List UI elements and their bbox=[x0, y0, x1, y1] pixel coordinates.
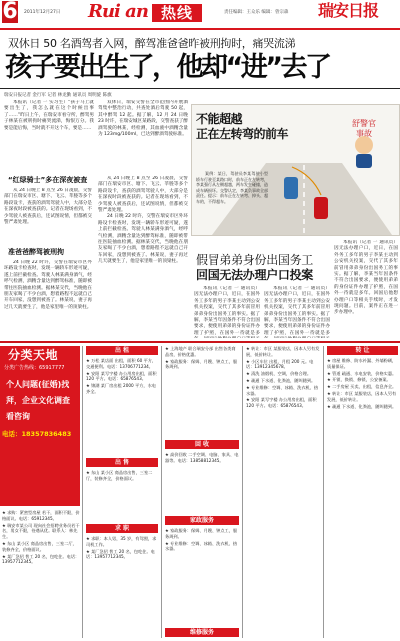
tip-text-body: 案例：某日，驾驶员李某驾驶小型轿车行驶至某路口时，前车正在左转弯，李某强行从左侧超越，两车发生碰撞，造成车辆损坏。交警认定，李某负事故全部责任。提示：前车正在左转弯、掉头、超车的，不得超车。 bbox=[196, 171, 268, 204]
classified-item: ★ 某厂急招 普工 20 名，包吃住。电话：13957712345。 bbox=[2, 553, 80, 565]
lead-continued-text-2: 24 日晚 22 时许，交警在瑞安市区外环路设卡检查时，发现一辆轿车形迹可疑，遂上前拦截检查。驾驶人林某满身酒气，经呼气检测，酒精含量达到醉驾标准，随即被带往医院抽血检测。据林某交代，当晚他在朋友家喝了不少白酒，想着路程不远就自己开车回家，没想到被查了。林某说，妻子再过几天就要生了，他是家里唯一的顶梁柱。 bbox=[98, 214, 188, 265]
category-sale: 出 售 bbox=[86, 458, 158, 467]
officer-body bbox=[356, 154, 372, 168]
classifieds-rule bbox=[0, 341, 400, 343]
officer-badge-top: 舒警官 bbox=[352, 119, 376, 128]
classified-item: ★ 安阳 某写字楼 办公用房出租，面积 120 平方。电话：65876543。 bbox=[86, 370, 157, 382]
column-divider bbox=[161, 346, 162, 638]
category-transfer: 转 让 bbox=[327, 346, 398, 355]
story2-text-2: 本报讯（记者 一 通讯员）因无法办理户口，近日，在国外务工多年的男子李某主动到公安机关投案，交代了其多年前冒用弟弟身份出国务工的事实。据了解，李某当年因条件不符合出国要求，便使用弟弟的身份证件办理了护照，在国外一待就是多 bbox=[264, 286, 330, 336]
classified-item: ★ 万松 某店面 出租，面积 60 平方，交通便利。电话：13706771234。 bbox=[86, 358, 157, 369]
classified-item: ★ 专业维修：空调、冰箱、洗衣机、热水器。 bbox=[165, 540, 238, 552]
side-ad-line1: 个人问题(征婚)找 bbox=[6, 380, 70, 389]
tip-text bbox=[196, 171, 268, 233]
page-number: 6 bbox=[2, 0, 18, 24]
story2-col2 bbox=[264, 286, 330, 338]
classified-item: ★ 安阳 某写字楼 办公用房出租，面积 120 平方。电话：65876543。 bbox=[246, 397, 317, 409]
classified-item: ★ 求购：紧密型房屋 若干，面积不限，价格面议。电话：65912345。 bbox=[2, 510, 80, 521]
lead-para3-text: 从 24 日晚上 8 点至 26 日凌晨，交警部门在瑞安市区、塘下、飞云、莘塍等多个路段设卡，查获的酒驾驾驶人中，大部分是在深夜时段被查获的。记者在现场看到，不少驾驶人被查获后，还试图说情，但都被交警严肃处理。 bbox=[4, 188, 92, 226]
lead-continued bbox=[98, 176, 188, 338]
classified-item: ★ 求职：本人男，35 岁，有驾照，求司机工作。 bbox=[86, 536, 157, 547]
classified-item: ★ 东山 某小区 商品房出售，三室二厅，装修齐全，价格面议。 bbox=[86, 470, 153, 481]
classified-item: ★ 高价回收 二手空调、电脑、家具、电器等。电话：13858812345。 bbox=[165, 452, 239, 463]
lead-subhead-2: 准爸爸醉驾被刑拘 bbox=[8, 248, 64, 256]
lead-para4-left bbox=[4, 260, 92, 338]
story2-text-3: 本报讯（记者 一 通讯员）因无法办理户口，近日，在国外务工多年的男子李某主动到公安机关投案，交代了其多年前冒用弟弟身份出国务工的事实。据了解，李某当年因条件不符合出国要求，便使用弟弟的身份证件办理了护照，在国外一待就是多年。回国后他想办理户口等相关手续时，才发现问题。目前，案件正在进一步办理中。 bbox=[334, 240, 398, 316]
lead-kicker: 双休日 50 名酒驾者入网，醉驾准爸爸昨被刑拘时，痛哭流涕 bbox=[8, 37, 296, 50]
tip-title-line1: 不能超越 bbox=[196, 112, 243, 126]
classified-item: ★ 家政服务：保姆、月嫂、钟点工，服务周到。 bbox=[165, 528, 238, 539]
column-divider bbox=[242, 346, 243, 638]
section-name-en: Rui an bbox=[88, 1, 148, 22]
side-ad-line3: 看咨询 bbox=[6, 412, 30, 421]
classified-item: ★ 二手房屋 买卖，出租，信息齐全。 bbox=[327, 384, 397, 390]
turning-car bbox=[284, 177, 298, 199]
overtaking-car bbox=[314, 197, 328, 219]
column-divider bbox=[323, 346, 324, 638]
classified-item: ★ 瑞安市某公司 现向社会招聘业务员若干名，男女不限，待遇从优。联系人：林先生。 bbox=[2, 522, 80, 540]
classified-column-3 bbox=[165, 346, 239, 438]
column-divider bbox=[82, 346, 83, 638]
lead-para3 bbox=[4, 188, 92, 244]
classified-item: ★ 清洗 油烟机、空调，价格合理。 bbox=[246, 371, 312, 377]
category-recycle: 回 收 bbox=[165, 440, 239, 449]
page-header bbox=[0, 0, 400, 30]
lead-para2 bbox=[98, 100, 188, 170]
classified-column-5 bbox=[327, 358, 398, 638]
side-ad-line2: 拜，企业文化调查 bbox=[6, 396, 70, 405]
issue-date: 2011年12月27日 bbox=[24, 10, 61, 15]
lead-para4-text: 24 日晚 22 时许，交警在瑞安市区外环路设卡检查时，发现一辆轿车形迹可疑，遂上前拦截检查。驾驶人林某满身酒气，经呼气检测，酒精含量达到醉驾标准，随即被带往医院抽血检测。据林某交代，当晚他在朋友家喝了不少白酒，想着路程不远就自己开车回家，没想到被查了。林某说，妻子再过几天就要生了，他是家里唯一的顶梁柱。 bbox=[4, 260, 92, 310]
category-housekeeping: 家政服务 bbox=[165, 516, 239, 525]
newspaper-logo: 瑞安日报 bbox=[318, 1, 379, 20]
lead-continued-text: 从 24 日晚上 8 点至 26 日凌晨，交警部门在瑞安市区、塘下、飞云、莘塍等多个路段设卡，查获的酒驾驾驶人中，大部分是在深夜时段被查获的。记者在现场看到，不少驾驶人被查获后，还试图说情，但都被交警严肃处理。 bbox=[98, 176, 188, 214]
classified-item: ★ 上海地产 联合瑞安分部 出售各类商品房，价格优惠。 bbox=[165, 346, 236, 357]
classified-item: ★ 疏通 下水道、化粪池，随叫随到。 bbox=[246, 377, 316, 383]
classified-item: ★ 东山 某小区 商品房出售，三室二厅，装修齐全，价格面议。 bbox=[2, 540, 77, 552]
category-repair: 维修服务 bbox=[165, 628, 239, 637]
classifieds-title: 分类天地 bbox=[8, 348, 59, 362]
classified-item: ★ 锦湖 某厂房出租 2000 平方，水电齐全。 bbox=[86, 383, 156, 394]
classified-item: ★ 房屋 维修、防水补漏、外墙粉刷，质量保证。 bbox=[327, 358, 397, 369]
classified-column-3b bbox=[165, 452, 239, 512]
story2-col3 bbox=[334, 240, 398, 338]
lead-subhead-1: “红绿骑士”多在深夜被查 bbox=[8, 176, 88, 184]
classified-item: ★ 疏通 下水道、化粪池，随叫随到。 bbox=[327, 403, 397, 409]
classified-item: ★ 管道 疏通、水电安装，价格实惠。 bbox=[327, 370, 397, 376]
lead-para2-text: 双休日，瑞安交警在全市范围内开展酒驾集中整治行动，共查处酒后驾驶 50 起，其中醉驾 12 起。据了解，12 月 24 日晚 23 时许，在瑞安城区某路段，交警查获了醉酒驾驶的林某，经检测，其血液中酒精含量为 123mg/100ml，已达到醉酒驾驶标准。 bbox=[98, 100, 188, 138]
classified-item: ★ 转让：市区 某服装店，因本人另有发展，低价转让。 bbox=[327, 390, 397, 402]
classified-item: ★ 开锁、换锁、修锁，公安备案。 bbox=[327, 377, 391, 383]
story2-text: 本报讯（记者 一 通讯员）因无法办理户口，近日，在国外务工多年的男子李某主动到公安机关投案，交代了其多年前冒用弟弟身份出国务工的事实。据了解，李某当年因条件不符合出国要求，便使用弟弟的身份证件办理了护照，在国外一待就是多 bbox=[194, 286, 260, 336]
story2-title-line2: 回国无法办理户口投案 bbox=[196, 268, 314, 282]
classified-column-4 bbox=[246, 346, 320, 638]
lead-headline: 孩子要出生了，他却“进”去了 bbox=[5, 52, 330, 83]
tip-title-line2: 正在左转弯的前车 bbox=[196, 127, 289, 141]
editor-credits: 责任编辑：王众乐 编辑：曾宗森 bbox=[224, 10, 289, 15]
side-ad-phone: 电话：18357836483 bbox=[2, 430, 72, 438]
officer-badge bbox=[352, 119, 376, 139]
section-label: 热线 bbox=[152, 4, 202, 22]
lead-intro bbox=[4, 100, 94, 170]
lead-intro-text: 本报讯（记者 一 实习生）“孩子马上就要出生了，我怎么就在这个时候出事了……”昨日上午，在瑞安市看守所，醉驾男子林某在被刑拘时痛哭流涕，悔恨万分。我要是能后悔，当时就不开这个车，要是…… bbox=[4, 100, 94, 131]
classifieds-hotline: 分类广告热线：65917777 bbox=[4, 365, 65, 371]
category-rent: 出 租 bbox=[86, 346, 158, 355]
category-jobs: 求 职 bbox=[86, 524, 158, 533]
classified-column-2b bbox=[86, 470, 158, 520]
classified-column-2 bbox=[86, 358, 158, 454]
classified-item: ★ 转让：市区 某服装店，因本人另有发展，低价转让。 bbox=[246, 346, 320, 357]
classified-item: ★ 家政服务：保姆、月嫂、钟点工，服务周到。 bbox=[165, 358, 238, 370]
story2-title-line1: 假冒弟弟身份出国务工 bbox=[196, 253, 314, 267]
classified-column-3c bbox=[165, 528, 239, 624]
classified-item: ★ 专业维修：空调、冰箱、洗衣机、热水器。 bbox=[246, 384, 319, 396]
classified-column-2c bbox=[86, 536, 158, 636]
story2-col1 bbox=[194, 286, 260, 338]
classified-item: ★ 小区车位 出租，月租 200 元。电话：13912345678。 bbox=[246, 358, 314, 370]
officer-badge-bottom: 事故 bbox=[356, 129, 372, 138]
classified-item: ★ 某厂急招 普工 20 名，包吃住。电话：13957712345。 bbox=[86, 548, 155, 560]
header-rule bbox=[0, 28, 400, 30]
headline-rule bbox=[0, 88, 400, 89]
lead-byline: 瑞安日报记者 金行军 记者 林龙勤 通讯员 周明旋 陈旗 bbox=[4, 93, 112, 98]
classified-column-1 bbox=[2, 510, 80, 638]
